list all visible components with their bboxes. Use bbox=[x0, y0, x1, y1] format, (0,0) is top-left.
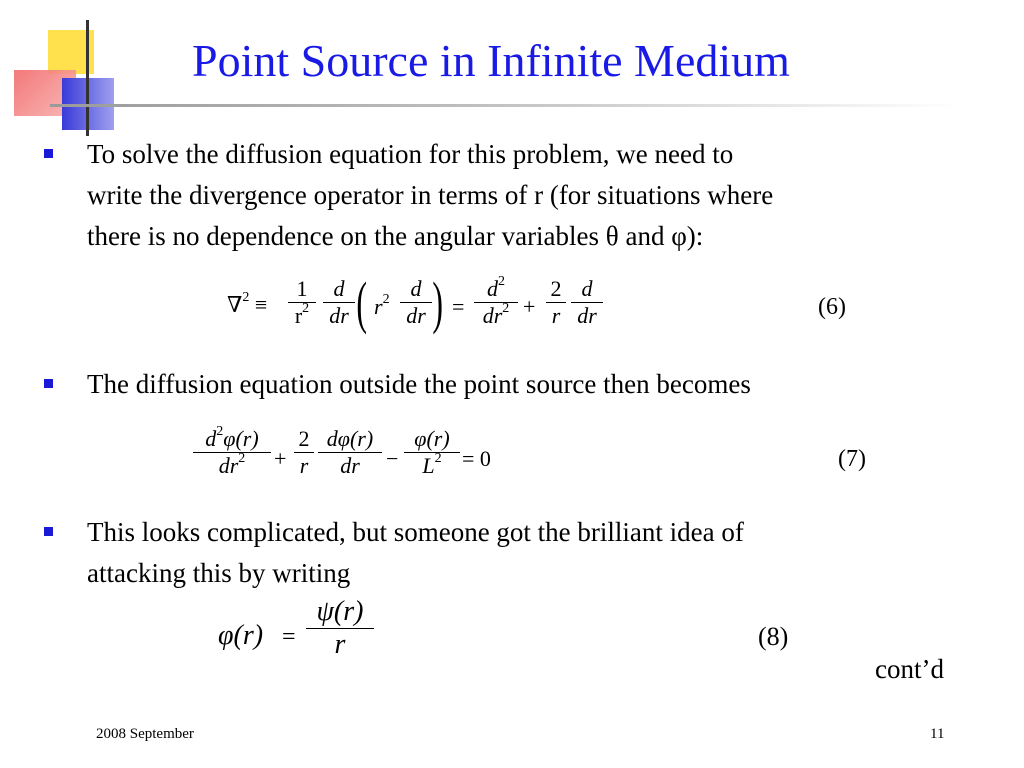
continued-label: cont’d bbox=[875, 654, 944, 684]
bullet-line: To solve the diffusion equation for this problem, we need to bbox=[87, 139, 734, 169]
footer-date: 2008 September bbox=[96, 726, 194, 742]
fraction: $\frac{d}{dr}$ bbox=[323, 276, 355, 329]
fraction: $\frac{d\varphi(r)}{dr}$ bbox=[318, 426, 382, 479]
r-squared: $r^2$ bbox=[374, 292, 390, 319]
fraction: $\frac{2}{r}$ bbox=[546, 276, 566, 329]
slide-title: Point Source in Infinite Medium bbox=[192, 35, 790, 86]
bullet-marker bbox=[44, 527, 53, 536]
fraction: $\frac{\varphi(r)}{L^2}$ bbox=[404, 426, 460, 479]
plus-sign: + bbox=[523, 294, 536, 319]
plus-sign: + bbox=[274, 446, 287, 471]
logo-decoration bbox=[0, 0, 160, 140]
bullet-item bbox=[44, 512, 744, 594]
right-paren: ) bbox=[432, 270, 443, 335]
fraction: $\frac{2}{r}$ bbox=[294, 426, 314, 479]
equation-number: (8) bbox=[758, 622, 789, 651]
fraction: $\frac{1}{r^2}$ bbox=[288, 276, 316, 329]
equation-number: (7) bbox=[838, 446, 866, 472]
bullet-line: attacking this by writing bbox=[87, 558, 351, 588]
phi-of-r: φ(r) bbox=[218, 620, 264, 651]
footer-page-number: 11 bbox=[930, 726, 945, 742]
fraction: $\frac{d}{dr}$ bbox=[400, 276, 432, 329]
left-paren: ( bbox=[356, 270, 367, 335]
equals-sign: = bbox=[282, 624, 296, 650]
bullet-line: The diffusion equation outside the point source then becomes bbox=[87, 369, 751, 399]
nabla-squared: ∇$^2$ ≡ bbox=[227, 290, 268, 317]
fraction: $\frac{d^2\varphi(r)}{dr^2}$ bbox=[193, 426, 271, 479]
bullet-item bbox=[44, 134, 773, 257]
bullet-line: there is no dependence on the angular variables θ and φ): bbox=[87, 221, 704, 251]
bullet-marker bbox=[44, 379, 53, 388]
equals-zero: = 0 bbox=[462, 446, 491, 471]
fraction: $\frac{d^2}{dr^2}$ bbox=[474, 276, 518, 329]
bullet-line: write the divergence operator in terms of r (for situations where bbox=[87, 180, 774, 210]
fraction: $\frac{d}{dr}$ bbox=[571, 276, 603, 329]
fraction: $\frac{\psi(r)}{r}$ bbox=[306, 596, 374, 661]
logo-vertical-line bbox=[86, 20, 89, 136]
bullet-line: This looks complicated, but someone got the brilliant idea of bbox=[87, 517, 744, 547]
minus-sign: − bbox=[386, 446, 399, 471]
equals-sign: = bbox=[452, 294, 465, 319]
bullet-marker bbox=[44, 149, 53, 158]
bullet-item bbox=[44, 364, 751, 405]
title-underline bbox=[50, 104, 960, 107]
equation-number: (6) bbox=[818, 294, 846, 320]
